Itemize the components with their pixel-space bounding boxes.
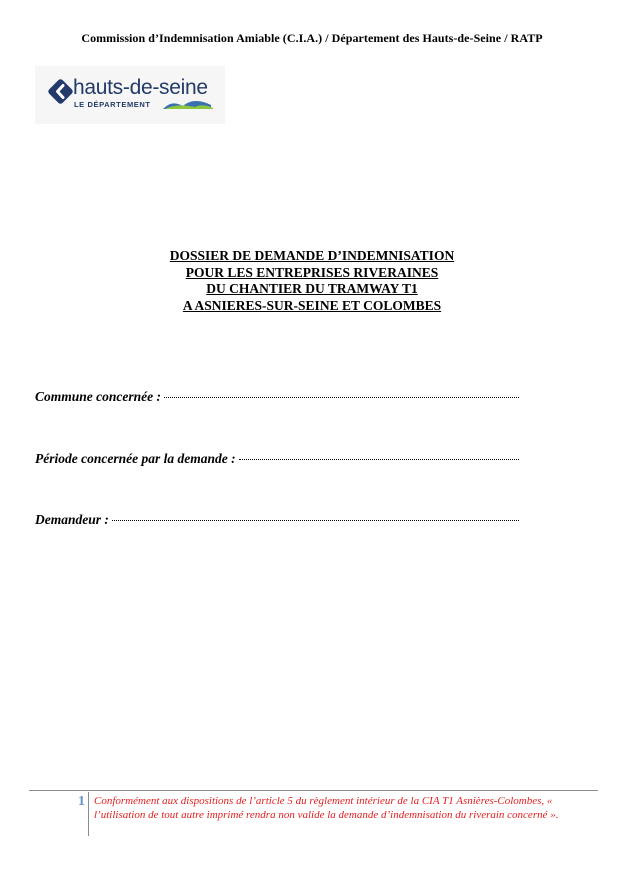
title-line-1: DOSSIER DE DEMANDE D’INDEMNISATION xyxy=(169,248,455,263)
demandeur-label: Demandeur : xyxy=(35,512,109,527)
page-header: Commission d’Indemnisation Amiable (C.I.A.) / Département des Hauts-de-Seine / RATP xyxy=(81,31,543,45)
commune-input-line[interactable] xyxy=(164,397,519,398)
commune-field xyxy=(35,389,519,405)
periode-label: Période concernée par la demande : xyxy=(35,451,236,466)
periode-field xyxy=(35,451,519,467)
title-line-3: DU CHANTIER DU TRAMWAY T1 xyxy=(206,281,418,296)
hauts-de-seine-logo xyxy=(35,66,225,124)
demandeur-input-line[interactable] xyxy=(112,520,519,521)
title-line-4: A ASNIERES-SUR-SEINE ET COLOMBES xyxy=(182,297,442,313)
logo-wordmark: hauts-de-seine xyxy=(73,76,208,99)
document-title xyxy=(0,248,624,314)
logo-subtitle: LE DÉPARTEMENT xyxy=(74,100,151,109)
footnote-number: 1 xyxy=(78,794,85,809)
demandeur-field xyxy=(35,512,519,528)
title-line-2: POUR LES ENTREPRISES RIVERAINES xyxy=(185,264,439,280)
footnote-divider xyxy=(88,792,89,836)
footnote-text: Conformément aux dispositions de l’article 5 du règlement intérieur de la CIA T1 Asnières-Colombes, « l’utilisation de tout autre imprimé rendra non valide la demande d’indemnisation du riverain concerné ». xyxy=(94,795,559,821)
periode-input-line[interactable] xyxy=(239,459,519,460)
footnote-separator xyxy=(29,790,598,791)
commune-label: Commune concernée : xyxy=(35,389,161,404)
